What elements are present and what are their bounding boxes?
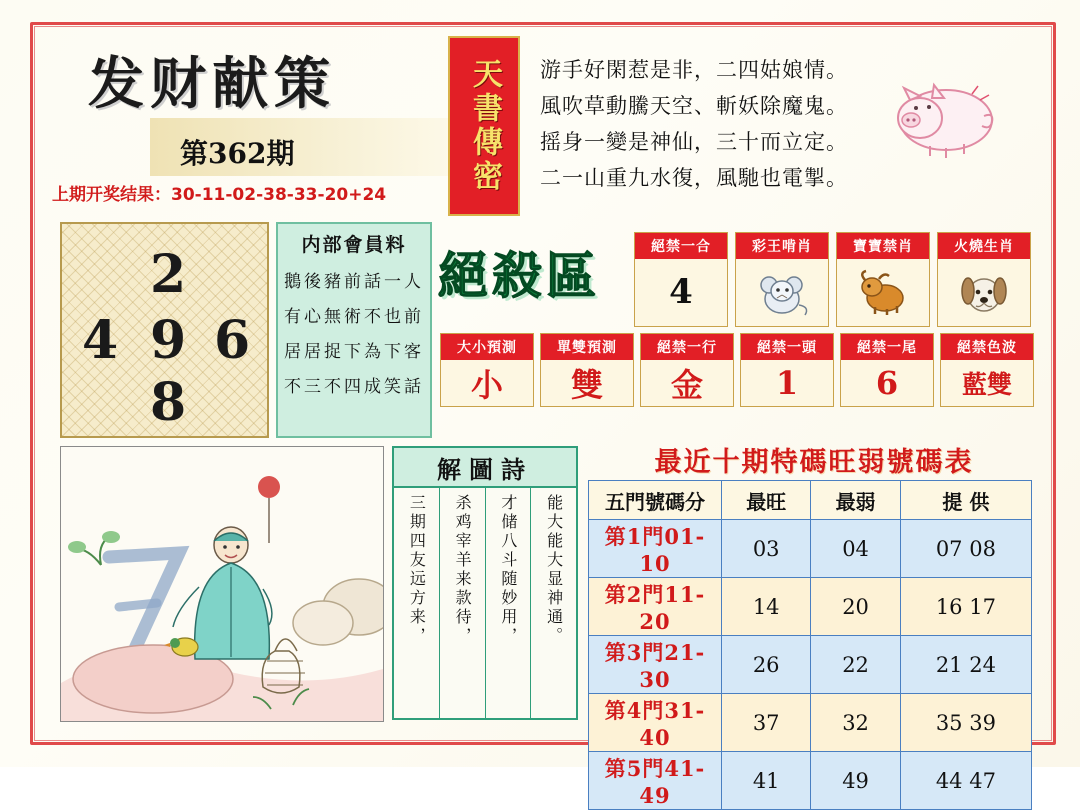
zodiac-card-title: 寶寶禁肖 (837, 233, 929, 259)
jie-tu-shi-line: 杀鸡宰羊来款待， (453, 494, 473, 646)
prediction-card-title: 絕禁一頭 (741, 334, 833, 360)
table-cell-hot: 37 (722, 694, 811, 752)
table-cell-label: 第5門41-49 (589, 752, 722, 810)
dog-icon (956, 265, 1012, 319)
table-row (589, 578, 1032, 636)
table-cell-supply: 07 08 (900, 520, 1031, 578)
prediction-card-value: 藍雙 (961, 370, 1012, 399)
vertical-banner-text: 天書傳密 (467, 58, 502, 194)
table-header-row (589, 481, 1032, 520)
prediction-card (540, 333, 634, 407)
page-title: 发财献策 (88, 51, 336, 117)
table-cell-cold: 32 (811, 694, 900, 752)
ox-icon (855, 265, 911, 319)
grid-number-right: 6 (214, 310, 251, 371)
member-box-line: 鵝後豬前話一人 (284, 272, 424, 292)
prediction-card (640, 333, 734, 407)
grid-number-top: 2 (150, 244, 187, 305)
prediction-card-value: 雙 (570, 366, 603, 404)
table-header-cell: 最弱 (811, 481, 900, 520)
member-box-line: 居居捉下為下客 (284, 342, 424, 362)
header-poem (540, 52, 890, 196)
poem-line: 二一山重九水復，風馳也電掣。 (540, 166, 848, 190)
jie-tu-shi-box (392, 446, 578, 720)
table-header-cell: 最旺 (722, 481, 811, 520)
grid-number-left: 4 (82, 310, 119, 371)
jie-tu-shi-column (485, 488, 531, 720)
jie-tu-shi-line: 能大能大显神通。 (544, 494, 564, 646)
zodiac-card (634, 232, 728, 327)
table-cell-hot: 14 (722, 578, 811, 636)
table-cell-hot: 26 (722, 636, 811, 694)
zodiac-card (735, 232, 829, 327)
table-cell-supply: 44 47 (900, 752, 1031, 810)
prediction-card-title: 絕禁一尾 (841, 334, 933, 360)
member-box-title: 内部會員料 (301, 234, 407, 256)
table-header-cell: 五門號碼分 (589, 481, 722, 520)
table-row (589, 520, 1032, 578)
table-cell-hot: 03 (722, 520, 811, 578)
jie-tu-shi-line: 才储八斗随妙用， (498, 494, 518, 646)
prediction-card-title: 單雙預測 (541, 334, 633, 360)
ink-illustration (61, 447, 383, 721)
zodiac-card-title: 彩王啃肖 (736, 233, 828, 259)
zodiac-card-body (635, 259, 727, 325)
table-cell-label: 第4門31-40 (589, 694, 722, 752)
member-box-line: 有心無術不也前 (284, 307, 424, 327)
last-draw-value: 30-11-02-38-33-20+24 (171, 185, 387, 205)
member-info-box (276, 222, 432, 438)
prediction-card-value: 小 (470, 366, 503, 404)
grid-number-middle: 9 (150, 310, 187, 371)
jueshaqu-heading: 絕殺區 (438, 246, 600, 305)
jie-tu-shi-column (439, 488, 485, 720)
prediction-card-title: 大小預測 (441, 334, 533, 360)
table-row (589, 752, 1032, 810)
issue-number: 第362期 (180, 137, 295, 170)
table-cell-cold: 49 (811, 752, 900, 810)
prediction-card-value: 6 (875, 364, 899, 402)
table-cell-cold: 04 (811, 520, 900, 578)
prediction-card (740, 333, 834, 407)
jie-tu-shi-title: 解圖詩 (394, 448, 576, 488)
prediction-row (440, 333, 1034, 407)
table-cell-label: 第3門21-30 (589, 636, 722, 694)
vertical-banner (448, 36, 520, 216)
prediction-card (940, 333, 1034, 407)
zodiac-card-row (634, 232, 1034, 327)
zodiac-card-body (837, 259, 929, 325)
jie-tu-shi-column (530, 488, 576, 720)
pig-icon (880, 70, 1000, 162)
last-draw-label: 上期开奖结果： (52, 185, 171, 205)
table-cell-label: 第1門01-10 (589, 520, 722, 578)
prediction-card-value: 1 (775, 364, 799, 402)
table-cell-supply: 35 39 (900, 694, 1031, 752)
last-draw-result (52, 180, 386, 205)
table-cell-cold: 20 (811, 578, 900, 636)
table-header-cell: 提 供 (900, 481, 1031, 520)
table-title: 最近十期特碼旺弱號碼表 (654, 447, 974, 478)
mouse-icon (754, 265, 810, 319)
hot-cold-table (588, 480, 1032, 810)
prediction-card (440, 333, 534, 407)
table-cell-hot: 41 (722, 752, 811, 810)
zodiac-card (836, 232, 930, 327)
table-row (589, 694, 1032, 752)
prediction-card-title: 絕禁色波 (941, 334, 1033, 360)
table-cell-cold: 22 (811, 636, 900, 694)
zodiac-card (937, 232, 1031, 327)
jie-tu-shi-line: 三期四友远方来， (407, 494, 427, 646)
poem-line: 摇身一變是神仙，三十而立定。 (540, 130, 848, 154)
illustration-panel (60, 446, 384, 722)
table-cell-label: 第2門11-20 (589, 578, 722, 636)
table-cell-supply: 21 24 (900, 636, 1031, 694)
poem-line: 游手好閑惹是非，二四姑娘情。 (540, 58, 848, 82)
prediction-card-title: 絕禁一行 (641, 334, 733, 360)
table-cell-supply: 16 17 (900, 578, 1031, 636)
zodiac-card-body (938, 259, 1030, 325)
member-box-line: 不三不四成笑話 (284, 377, 424, 397)
zodiac-card-value: 4 (669, 272, 693, 312)
lucky-number-grid (60, 222, 269, 438)
prediction-card (840, 333, 934, 407)
table-row (589, 636, 1032, 694)
prediction-card-value: 金 (670, 366, 703, 404)
zodiac-card-title: 絕禁一合 (635, 233, 727, 259)
grid-number-bottom: 8 (150, 372, 187, 433)
zodiac-card-body (736, 259, 828, 325)
jie-tu-shi-columns (394, 488, 576, 720)
zodiac-card-title: 火燒生肖 (938, 233, 1030, 259)
jie-tu-shi-column (394, 488, 439, 720)
poem-line: 風吹草動騰天空、斬妖除魔鬼。 (540, 94, 848, 118)
